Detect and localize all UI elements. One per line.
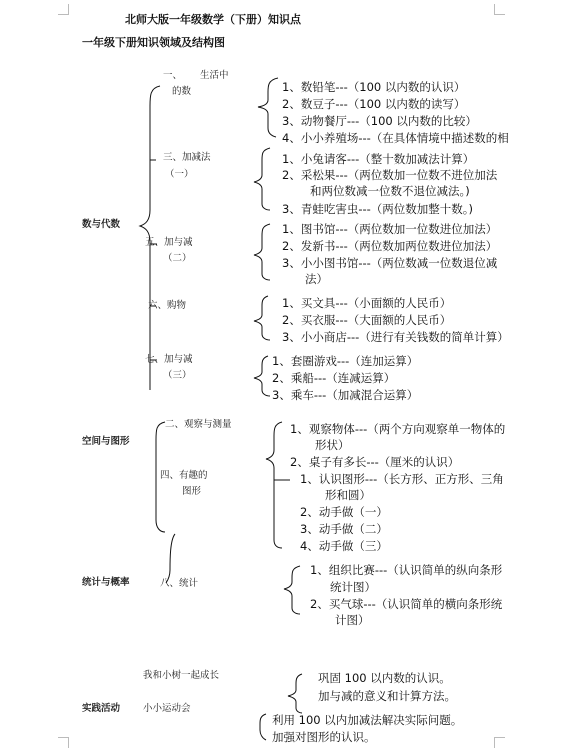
lesson-item: 2、采松果---（两位数加一位数不进位加法	[282, 168, 498, 182]
lesson-item: 1、买文具---（小面额的人民币）	[282, 296, 452, 310]
lesson-item: 1、数铅笔---（100 以内数的认识）	[282, 80, 466, 94]
domain-number-algebra: 数与代数	[82, 219, 121, 230]
lesson-item: 形和圆）	[325, 488, 371, 502]
lesson-item: 1、组织比赛---（认识简单的纵向条形	[310, 563, 503, 577]
lesson-item: 统计图）	[330, 580, 376, 594]
brace-statistics	[166, 534, 175, 583]
lesson-item: 2、买气球---（认识简单的横向条形统	[310, 597, 503, 611]
page-subtitle: 一年级下册知识领域及结构图	[82, 36, 225, 49]
lesson-item: 4、小小养殖场---（在具体情境中描述数的相	[282, 131, 509, 145]
lesson-item: 1、图书馆---（两位数加一位数进位加法）	[282, 222, 498, 236]
brace-practice-a1	[288, 674, 302, 713]
lesson-item: 计图）	[335, 613, 370, 627]
page-title: 北师大版一年级数学（下册）知识点	[125, 13, 301, 26]
unit-7-title: 七、加与减	[145, 354, 193, 365]
lesson-item: 3、动物餐厅---（100 以内数的比较）	[282, 114, 477, 128]
unit-1-title: 生活中	[200, 70, 229, 81]
brace-u3	[254, 148, 270, 210]
lesson-item: 和两位数减一位数不退位减法。)	[310, 184, 470, 198]
lesson-item: 1、认识图形---（长方形、正方形、三角	[300, 472, 504, 486]
crop-mark-bottom-right	[494, 737, 505, 748]
brace-practice-a2	[260, 714, 266, 740]
lesson-item: 3、小小商店---（进行有关钱数的简单计算）	[282, 330, 509, 344]
lesson-item: 3、青蛙吃害虫---（两位数加整十数。)	[282, 202, 474, 216]
unit-5-title: 五、加与减	[145, 237, 193, 248]
lesson-item: 1、观察物体---（两个方向观察单一物体的	[290, 422, 506, 436]
practice-activity-2: 小小运动会	[143, 703, 191, 714]
unit-5-sub: （二）	[163, 253, 192, 264]
practice-activity-1: 我和小树一起成长	[143, 670, 220, 681]
unit-4-title: 四、有趣的	[160, 470, 208, 481]
lesson-item: 法）	[305, 272, 328, 286]
unit-7-sub: （三）	[163, 370, 192, 381]
lesson-item: 3、动手做（二）	[300, 522, 388, 536]
practice-item: 加强对图形的认识。	[272, 730, 376, 744]
brace-u8	[284, 566, 300, 614]
lesson-item: 2、数豆子---（100 以内数的读写）	[282, 97, 466, 111]
brace-u5	[254, 224, 270, 280]
unit-2-title: 二、观察与测量	[165, 419, 232, 430]
lesson-item: 1、小兔请客---（整十数加减法计算）	[282, 152, 475, 166]
lesson-item: 2、买衣服---（大面额的人民币）	[282, 313, 452, 327]
unit-1-number: 一、	[163, 70, 183, 81]
brace-u6	[254, 296, 270, 340]
lesson-item: 形状）	[315, 438, 350, 452]
unit-4-sub: 图形	[182, 486, 202, 497]
unit-1-title-cont: 的数	[172, 86, 192, 97]
practice-item: 加与减的意义和计算方法。	[318, 689, 456, 703]
unit-3-title: 三、加减法	[163, 152, 211, 163]
crop-mark-top-left	[58, 4, 69, 15]
lesson-item: 3、小小图书馆---（两位数减一位数退位减	[282, 256, 498, 270]
domain-practice: 实践活动	[82, 703, 121, 714]
practice-item: 巩固 100 以内数的认识。	[318, 671, 451, 685]
lesson-item: 2、发新书---（两位数加两位数进位加法）	[282, 239, 498, 253]
crop-mark-bottom-left	[58, 737, 69, 748]
lesson-item: 4、动手做（三）	[300, 539, 388, 553]
domain-space-figure: 空间与图形	[82, 436, 130, 447]
unit-3-sub: （一）	[165, 169, 194, 180]
brace-u2-u4	[266, 422, 282, 548]
lesson-item: 2、乘船---（连减运算）	[272, 371, 396, 385]
domain-statistics: 统计与概率	[82, 577, 130, 588]
lesson-item: 2、动手做（一）	[300, 505, 388, 519]
lesson-item: 1、套圈游戏---（连加运算）	[272, 354, 419, 368]
brace-u1	[258, 78, 278, 137]
unit-8-title: 八、统计	[160, 578, 199, 589]
unit-6-title: 六、购物	[148, 300, 187, 311]
practice-item: 利用 100 以内加减法解决实际问题。	[272, 713, 463, 727]
lesson-item: 3、乘车---（加减混合运算）	[272, 388, 419, 402]
crop-mark-top-right	[494, 4, 505, 15]
brace-u7	[254, 356, 270, 396]
lesson-item: 2、桌子有多长---（厘米的认识）	[290, 455, 460, 469]
